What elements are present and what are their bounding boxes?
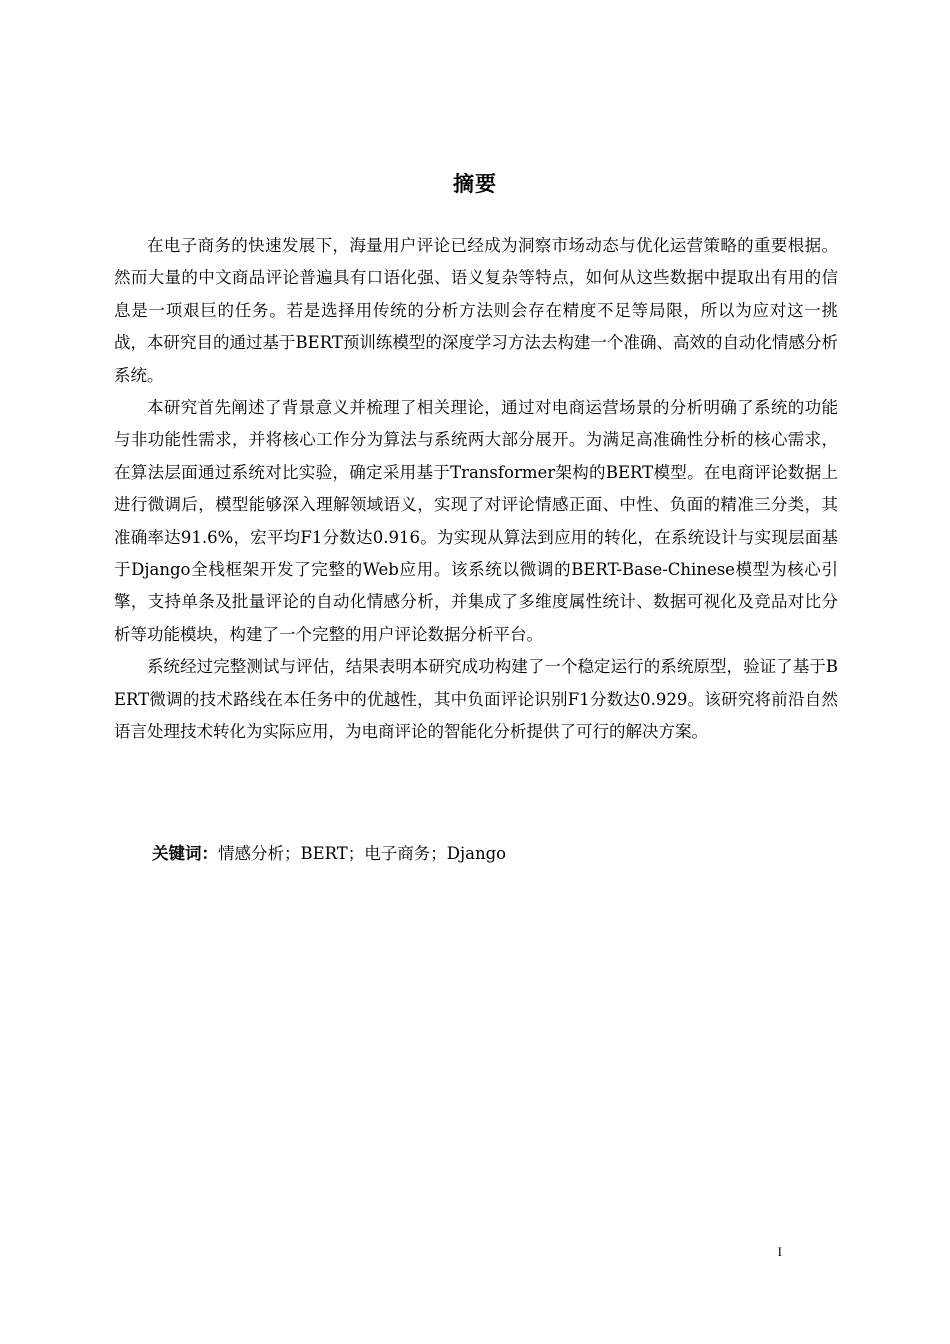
abstract-paragraph-3: 系统经过完整测试与评估，结果表明本研究成功构建了一个稳定运行的系统原型，验证了基于BERT微调的技术路线在本任务中的优越性，其中负面评论识别F1分数达0.929。该研究将前沿自然语言处理技术转化为实际应用，为电商评论的智能化分析提供了可行的解决方案。 — [114, 657, 838, 742]
abstract-paragraph-2: 本研究首先阐述了背景意义并梳理了相关理论，通过对电商运营场景的分析明确了系统的功能与非功能性需求，并将核心工作分为算法与系统两大部分展开。为满足高准确性分析的核心需求，在算法层面通过系统对比实验，确定采用基于Transformer架构的BERT模型。在电商评论数据上进行微调后，模型能够深入理解领域语义，实现了对评论情感正面、中性、负面的精准三分类，其准确率达91.6%，宏平均F1分数达0.916。为实现从算法到应用的转化，在系统设计与实现层面基于Django全栈框架开发了完整的Web应用。该系统以微调的BERT-Base-Chinese模型为核心引擎，支持单条及批量评论的自动化情感分析，并集成了多维度属性统计、数据可视化及竞品对比分析等功能模块，构建了一个完整的用户评论数据分析平台。 — [114, 398, 838, 644]
keywords-line — [152, 840, 832, 868]
keywords-label: 关键词： — [152, 844, 218, 863]
keywords-text: 情感分析；BERT；电子商务；Django — [218, 844, 507, 863]
abstract-body — [114, 230, 838, 749]
page-number: I — [777, 1244, 782, 1259]
abstract-paragraph-1: 在电子商务的快速发展下，海量用户评论已经成为洞察市场动态与优化运营策略的重要根据。然而大量的中文商品评论普遍具有口语化强、语义复杂等特点，如何从这些数据中提取出有用的信息是一项艰巨的任务。若是选择用传统的分析方法则会存在精度不足等局限，所以为应对这一挑战，本研究目的通过基于BERT预训练模型的深度学习方法去构建一个准确、高效的自动化情感分析系统。 — [114, 236, 838, 385]
abstract-title: 摘要 — [453, 172, 497, 196]
